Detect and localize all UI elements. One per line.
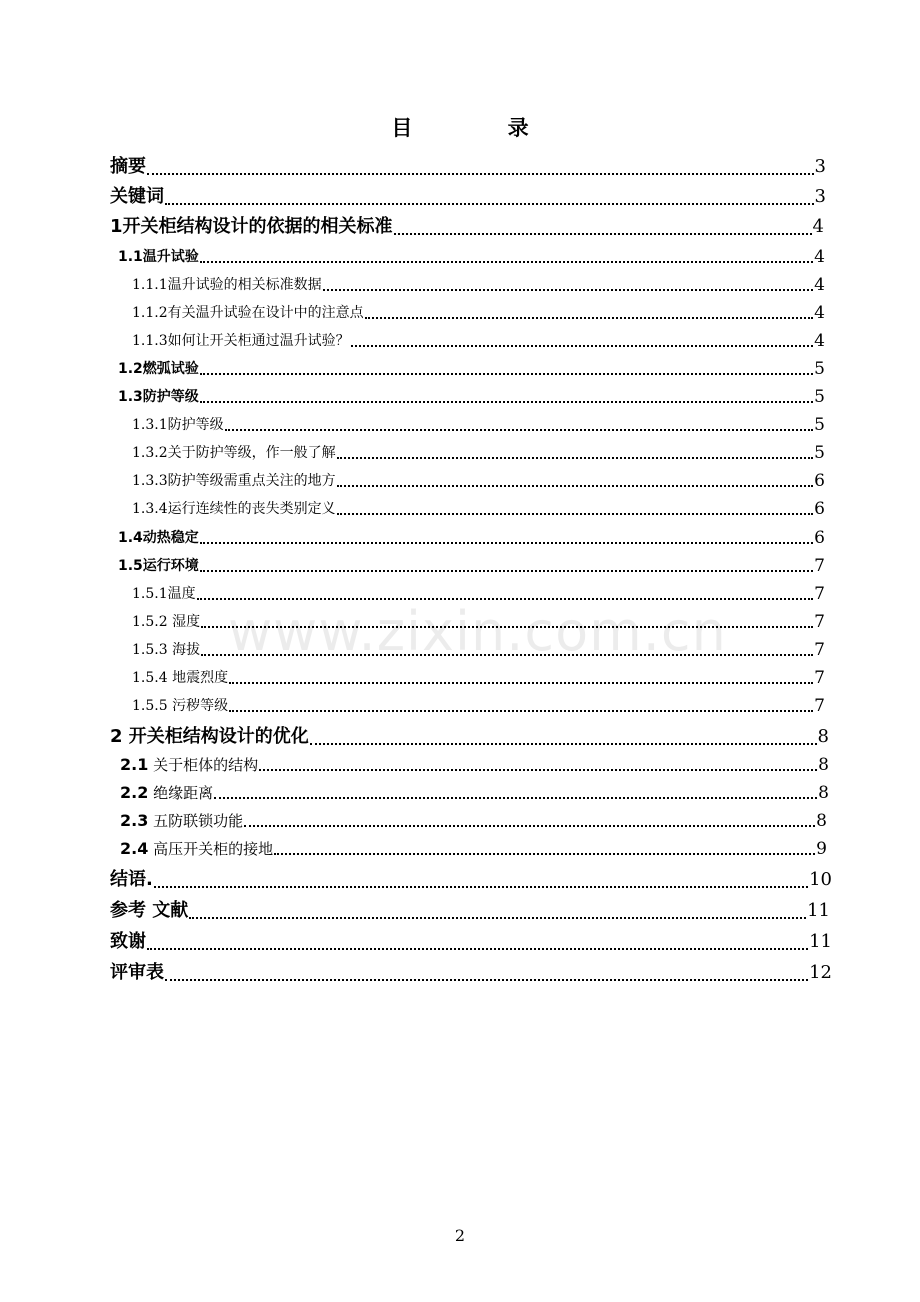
toc-entry-label: 1.3.4运行连续性的丧失类别定义 <box>132 501 336 517</box>
toc-entry-2-1[interactable] <box>120 754 829 776</box>
toc-entry-page: 5 <box>814 359 825 379</box>
toc-entry-1-1[interactable] <box>118 246 825 268</box>
toc-entry-page: 11 <box>807 900 830 921</box>
dot-leader <box>244 825 815 827</box>
toc-entry-label: 1.3.3防护等级需重点关注的地方 <box>132 473 336 489</box>
toc-entry-page: 8 <box>818 755 829 775</box>
toc-entry-label: 1开关柜结构设计的依据的相关标准 <box>110 216 393 237</box>
toc-entry-label: 1.1.2有关温升试验在设计中的注意点 <box>132 305 364 321</box>
toc-entry-page: 7 <box>814 584 825 604</box>
toc-entry-label: 1.5.1温度 <box>132 586 196 602</box>
dot-leader <box>200 373 813 375</box>
toc-entry-page: 11 <box>809 931 832 952</box>
toc-entry-page: 7 <box>814 668 825 688</box>
toc-entry-label: 评审表 <box>110 962 164 983</box>
dot-leader <box>229 710 813 712</box>
toc-entry-label: 致谢 <box>110 931 146 952</box>
dot-leader <box>365 317 814 319</box>
toc-entry-page: 5 <box>814 415 825 435</box>
toc-entry-label: 结语. <box>110 869 153 890</box>
toc-entry-references[interactable] <box>110 898 830 924</box>
toc-entry-label: 1.1温升试验 <box>118 249 199 265</box>
toc-entry-page: 6 <box>814 528 825 548</box>
dot-leader <box>147 173 814 175</box>
dot-leader <box>323 289 814 291</box>
toc-entry-page: 8 <box>817 726 829 747</box>
toc-entry-label: 关键词 <box>110 186 164 207</box>
toc-entry-page: 7 <box>814 556 825 576</box>
toc-entry-page: 9 <box>816 839 827 859</box>
toc-entry-1-2[interactable] <box>118 358 825 380</box>
toc-entry-chapter-2[interactable] <box>110 724 829 750</box>
toc-entry-page: 7 <box>814 640 825 660</box>
toc-entry-abstract[interactable] <box>110 154 826 180</box>
toc-entry-1-3[interactable] <box>118 386 825 408</box>
toc-entry-1-1-3[interactable] <box>132 330 825 352</box>
dot-leader <box>337 485 814 487</box>
toc-entry-page: 5 <box>814 387 825 407</box>
toc-entry-1-3-3[interactable] <box>132 470 825 492</box>
toc-entry-1-5-5[interactable] <box>132 695 825 717</box>
toc-entry-label: 1.1.3如何让开关柜通过温升试验？ <box>132 333 350 349</box>
toc-entry-conclusion[interactable] <box>110 867 832 893</box>
toc-entry-1-3-2[interactable] <box>132 442 825 464</box>
toc-entry-label: 1.3.1防护等级 <box>132 417 224 433</box>
dot-leader <box>394 233 812 235</box>
dot-leader <box>200 570 813 572</box>
toc-entry-1-3-4[interactable] <box>132 498 825 520</box>
dot-leader <box>351 345 814 347</box>
dot-leader <box>147 948 808 950</box>
toc-entry-number: 2.2 <box>120 783 149 802</box>
toc-entry-2-2[interactable] <box>120 782 829 804</box>
toc-entry-1-5[interactable] <box>118 555 825 577</box>
toc-title: 目 录 <box>391 116 573 140</box>
dot-leader <box>274 853 815 855</box>
dot-leader <box>200 542 813 544</box>
toc-entry-number: 2.3 <box>120 811 149 830</box>
toc-entry-page: 5 <box>814 443 825 463</box>
dot-leader <box>337 457 814 459</box>
toc-entry-thanks[interactable] <box>110 929 832 955</box>
toc-entry-page: 4 <box>812 216 824 237</box>
toc-entry-page: 4 <box>814 275 825 295</box>
toc-entry-1-1-1[interactable] <box>132 274 825 296</box>
toc-entry-page: 4 <box>814 247 825 267</box>
toc-entry-page: 8 <box>816 811 827 831</box>
dot-leader <box>200 401 813 403</box>
dot-leader <box>310 743 817 745</box>
toc-entry-1-5-4[interactable] <box>132 667 825 689</box>
toc-entry-number: 2.1 <box>120 755 149 774</box>
toc-entry-page: 3 <box>814 186 826 207</box>
toc-entry-label: 1.3防护等级 <box>118 389 199 405</box>
toc-entry-page: 10 <box>809 869 832 890</box>
toc-entry-page: 6 <box>814 471 825 491</box>
dot-leader <box>200 261 813 263</box>
dot-leader <box>165 203 814 205</box>
toc-entry-label: 1.5运行环境 <box>118 558 199 574</box>
dot-leader <box>214 797 817 799</box>
toc-entry-label: 2 开关柜结构设计的优化 <box>110 726 309 747</box>
toc-entry-page: 7 <box>814 612 825 632</box>
toc-entry-label: 1.5.5 污秽等级 <box>132 698 229 714</box>
toc-entry-page: 7 <box>814 696 825 716</box>
toc-entry-label: 1.4动热稳定 <box>118 530 199 546</box>
toc-entry-chapter-1[interactable] <box>110 214 824 240</box>
toc-entry-label: 高压开关柜的接地 <box>148 840 274 858</box>
dot-leader <box>337 513 814 515</box>
dot-leader <box>229 682 813 684</box>
toc-entry-page: 4 <box>814 303 825 323</box>
toc-entry-label: 1.5.3 海拔 <box>132 642 201 658</box>
toc-entry-label: 摘要 <box>110 156 146 177</box>
toc-entry-label: 参考 文献 <box>110 900 189 921</box>
toc-entry-label: 1.2燃弧试验 <box>118 361 199 377</box>
toc-entry-1-3-1[interactable] <box>132 414 825 436</box>
dot-leader <box>189 917 806 919</box>
toc-entry-label: 关于柜体的结构 <box>148 756 259 774</box>
toc-entry-number: 2.4 <box>120 839 149 858</box>
toc-entry-page: 8 <box>818 783 829 803</box>
toc-entry-label: 1.3.2关于防护等级，作一般了解 <box>132 445 336 461</box>
toc-entry-label: 1.5.2 湿度 <box>132 614 201 630</box>
toc-entry-label: 1.1.1温升试验的相关标准数据 <box>132 277 322 293</box>
watermark: www.zixin.com.cn <box>228 600 727 663</box>
toc-entry-page: 4 <box>814 331 825 351</box>
toc-entry-1-1-2[interactable] <box>132 302 825 324</box>
toc-entry-label: 五防联锁功能 <box>148 812 244 830</box>
toc-entry-2-3[interactable] <box>120 810 827 832</box>
toc-entry-1-4[interactable] <box>118 527 825 549</box>
page-number: 2 <box>454 1226 466 1245</box>
toc-entry-keywords[interactable] <box>110 184 826 210</box>
toc-entry-label: 1.5.4 地震烈度 <box>132 670 229 686</box>
toc-entry-review-form[interactable] <box>110 960 832 986</box>
toc-entry-2-4[interactable] <box>120 838 827 860</box>
dot-leader <box>259 769 817 771</box>
toc-entry-label: 绝缘距离 <box>148 784 214 802</box>
dot-leader <box>225 429 814 431</box>
dot-leader <box>154 886 808 888</box>
toc-entry-page: 12 <box>809 962 832 983</box>
toc-entry-page: 6 <box>814 499 825 519</box>
dot-leader <box>165 979 808 981</box>
toc-entry-page: 3 <box>814 156 826 177</box>
